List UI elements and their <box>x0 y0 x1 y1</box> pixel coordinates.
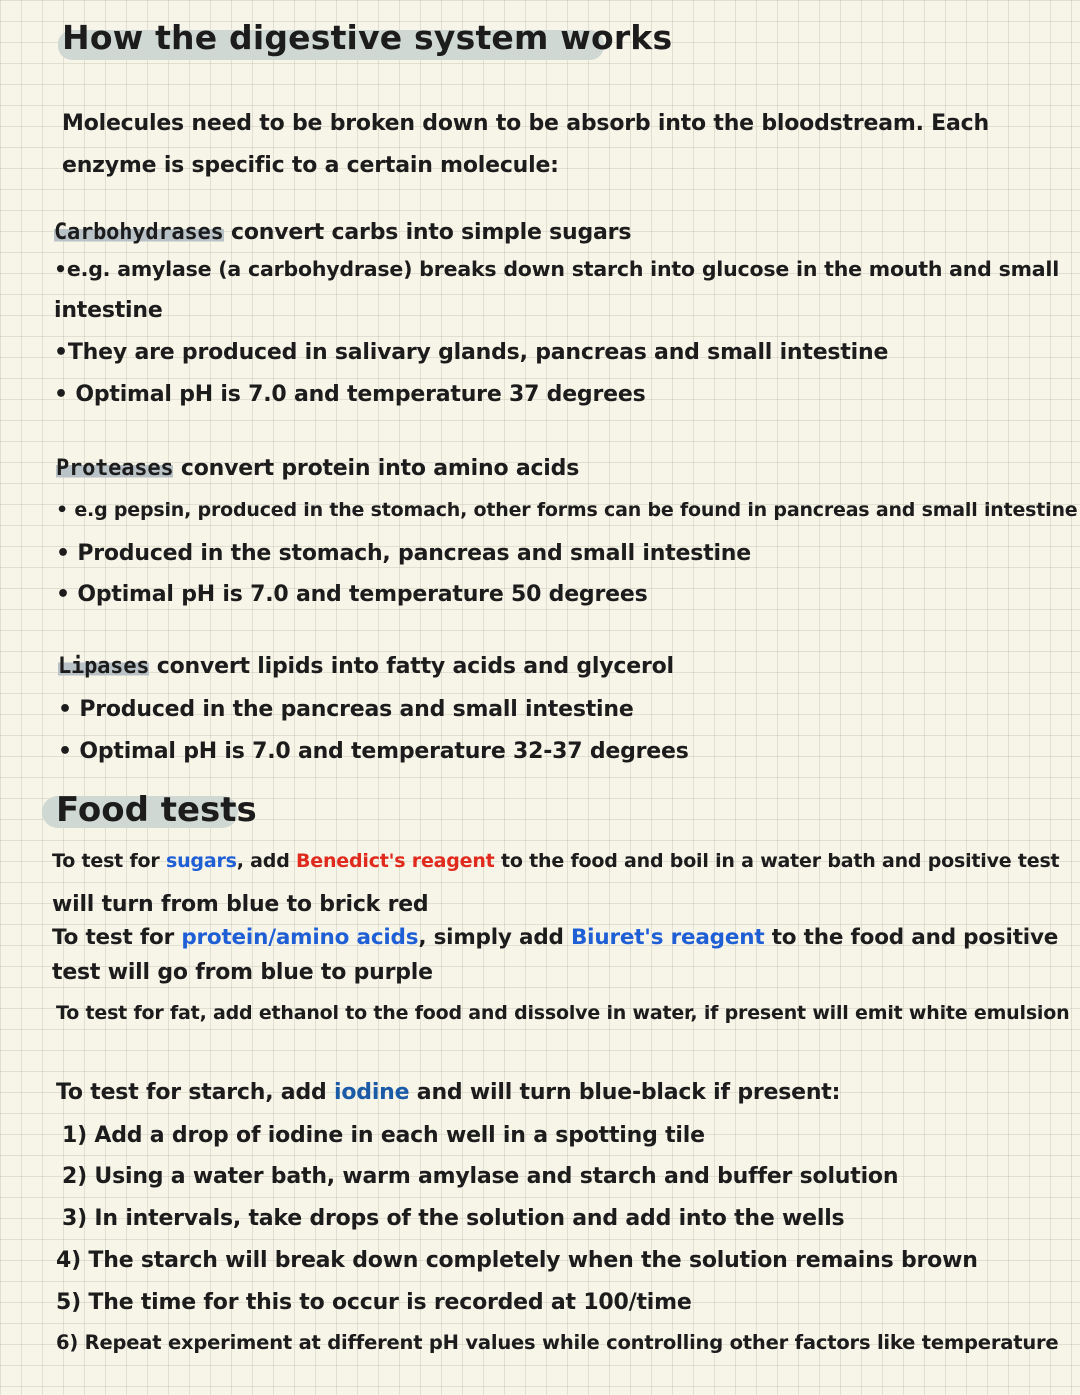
carbohydrases-bullet-1: •e.g. amylase (a carbohydrase) breaks down starch into glucose in the mouth and small <box>54 257 1060 281</box>
protein-test-line-1 <box>52 925 1058 950</box>
protein-test-line-2: test will go from blue to purple <box>52 960 433 985</box>
starch-text-a: To test for <box>56 1080 189 1105</box>
proteases-keyword: Proteases <box>56 456 174 481</box>
lipases-heading <box>58 654 674 679</box>
fat-test-line <box>56 1002 1069 1024</box>
sugar-text-e: to the food and boil in a water bath and positive test <box>494 850 1060 872</box>
proteases-heading <box>56 456 579 481</box>
biurets-reagent-term: Biuret's reagent <box>570 925 765 950</box>
sugar-text-a: To test for <box>52 850 166 872</box>
carbohydrases-bullet-1-cont: intestine <box>54 298 163 323</box>
intro-line-2: enzyme is specific to a certain molecule: <box>62 153 559 178</box>
lipases-description: convert lipids into fatty acids and glycerol <box>149 654 674 679</box>
starch-test-line <box>56 1080 840 1105</box>
carbohydrases-description: convert carbs into simple sugars <box>223 220 632 245</box>
lipases-bullet-2: • Optimal pH is 7.0 and temperature 32-37 degrees <box>58 739 689 764</box>
proteases-bullet-2: • Produced in the stomach, pancreas and small intestine <box>56 541 751 566</box>
fat-text-c: , add ethanol to the food and dissolve in water, if present will emit white emulsion <box>199 1002 1070 1024</box>
proteases-description: convert protein into amino acids <box>173 456 580 481</box>
fat-term: fat <box>169 1002 200 1024</box>
starch-text-c: , add <box>265 1080 335 1105</box>
starch-step-1: 1) Add a drop of iodine in each well in a spotting tile <box>62 1123 705 1148</box>
proteases-bullet-3: • Optimal pH is 7.0 and temperature 50 degrees <box>56 582 648 607</box>
benedicts-reagent-term: Benedict's reagent <box>296 850 495 872</box>
starch-step-6: 6) Repeat experiment at different pH values while controlling other factors like temperature <box>56 1331 1059 1354</box>
starch-text-e: and will turn blue-black if present: <box>409 1080 841 1105</box>
intro-line-1: Molecules need to be broken down to be absorb into the bloodstream. Each <box>62 111 989 136</box>
sugar-text-c: , add <box>236 850 297 872</box>
protein-term: protein/amino acids <box>181 925 419 950</box>
starch-step-4: 4) The starch will break down completely when the solution remains brown <box>56 1248 978 1273</box>
carbohydrases-bullet-3: • Optimal pH is 7.0 and temperature 37 degrees <box>54 382 646 407</box>
protein-text-a: To test for <box>52 925 182 950</box>
proteases-bullet-1: • e.g pepsin, produced in the stomach, other forms can be found in pancreas and small intestine <box>56 499 1078 521</box>
starch-term: starch <box>188 1080 266 1105</box>
sugar-test-line-2: will turn from blue to brick red <box>52 892 429 917</box>
sugar-test-line-1 <box>52 850 1059 872</box>
protein-text-e: to the food and positive <box>764 925 1059 950</box>
food-tests-heading: Food tests <box>56 790 257 830</box>
starch-step-2: 2) Using a water bath, warm amylase and starch and buffer solution <box>62 1164 899 1189</box>
lipases-bullet-1: • Produced in the pancreas and small intestine <box>58 697 634 722</box>
starch-step-3: 3) In intervals, take drops of the solution and add into the wells <box>62 1206 845 1231</box>
protein-text-c: , simply add <box>418 925 571 950</box>
carbohydrases-bullet-2: •They are produced in salivary glands, pancreas and small intestine <box>54 340 889 365</box>
carbohydrases-keyword: Carbohydrases <box>54 220 224 245</box>
fat-text-a: To test for <box>56 1002 170 1024</box>
starch-step-5: 5) The time for this to occur is recorded at 100/time <box>56 1290 692 1315</box>
carbohydrases-heading <box>54 220 631 245</box>
iodine-term: iodine <box>334 1080 410 1105</box>
page-title: How the digestive system works <box>62 18 673 57</box>
lipases-keyword: Lipases <box>58 654 150 679</box>
sugars-term: sugars <box>165 850 237 872</box>
